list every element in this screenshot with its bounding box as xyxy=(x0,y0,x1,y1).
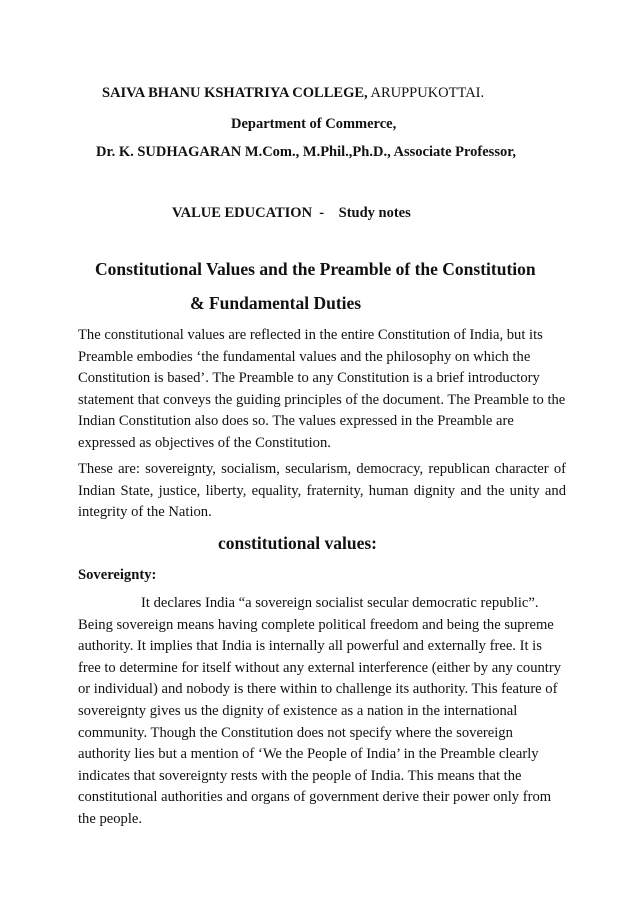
sovereignty-paragraph: It declares India “a sovereign socialist secular democratic republic”. Being sovereign means having complete political freedom and being the supreme authority. It implies that India is internally all powerful and externally free. It is free to determine for itself without any external interference (either by any country or individual) and nobody is there within to challenge its authority. This feature of sovereignty gives us the dignity of existence as a nation in the international community. Though the Constitution does not specify where the sovereign authority lies but a mention of ‘We the People of India’ in the Preamble clearly indicates that sovereignty rests with the people of India. This means that the constitutional authorities and organs of government derive their power only from the people. xyxy=(78,595,562,827)
document-title-line1: Constitutional Values and the Preamble of the Constitution xyxy=(95,259,536,279)
college-place: ARUPPUKOTTAI. xyxy=(370,85,485,101)
document-title-line2: & Fundamental Duties xyxy=(190,293,362,313)
college-header xyxy=(102,84,484,102)
department-line: Department of Commerce, xyxy=(231,116,397,132)
section-heading: constitutional values: xyxy=(218,533,377,553)
intro-paragraph-1: The constitutional values are reflected in the entire Constitution of India, but its Preamble embodies ‘the fundamental values and the philosophy on which the Constitution is based’. The Preamble to any Constitution is a brief introductory statement that conveys the guiding principles of the document. The Preamble to the Indian Constitution also does so. The values expressed in the Preamble are expressed as objectives of the Constitution. xyxy=(78,327,566,451)
course-line: VALUE EDUCATION - Study notes xyxy=(172,205,411,221)
college-name: SAIVA BHANU KSHATRIYA COLLEGE, xyxy=(102,85,368,101)
sovereignty-heading: Sovereignty: xyxy=(78,567,157,583)
intro-paragraph-2: These are: sovereignty, socialism, secularism, democracy, republican character of Indian State, justice, liberty, equality, fraternity, human dignity and the unity and integrity of the Nation. xyxy=(78,461,566,521)
author-line: Dr. K. SUDHAGARAN M.Com., M.Phil.,Ph.D., Associate Professor, xyxy=(96,144,516,160)
